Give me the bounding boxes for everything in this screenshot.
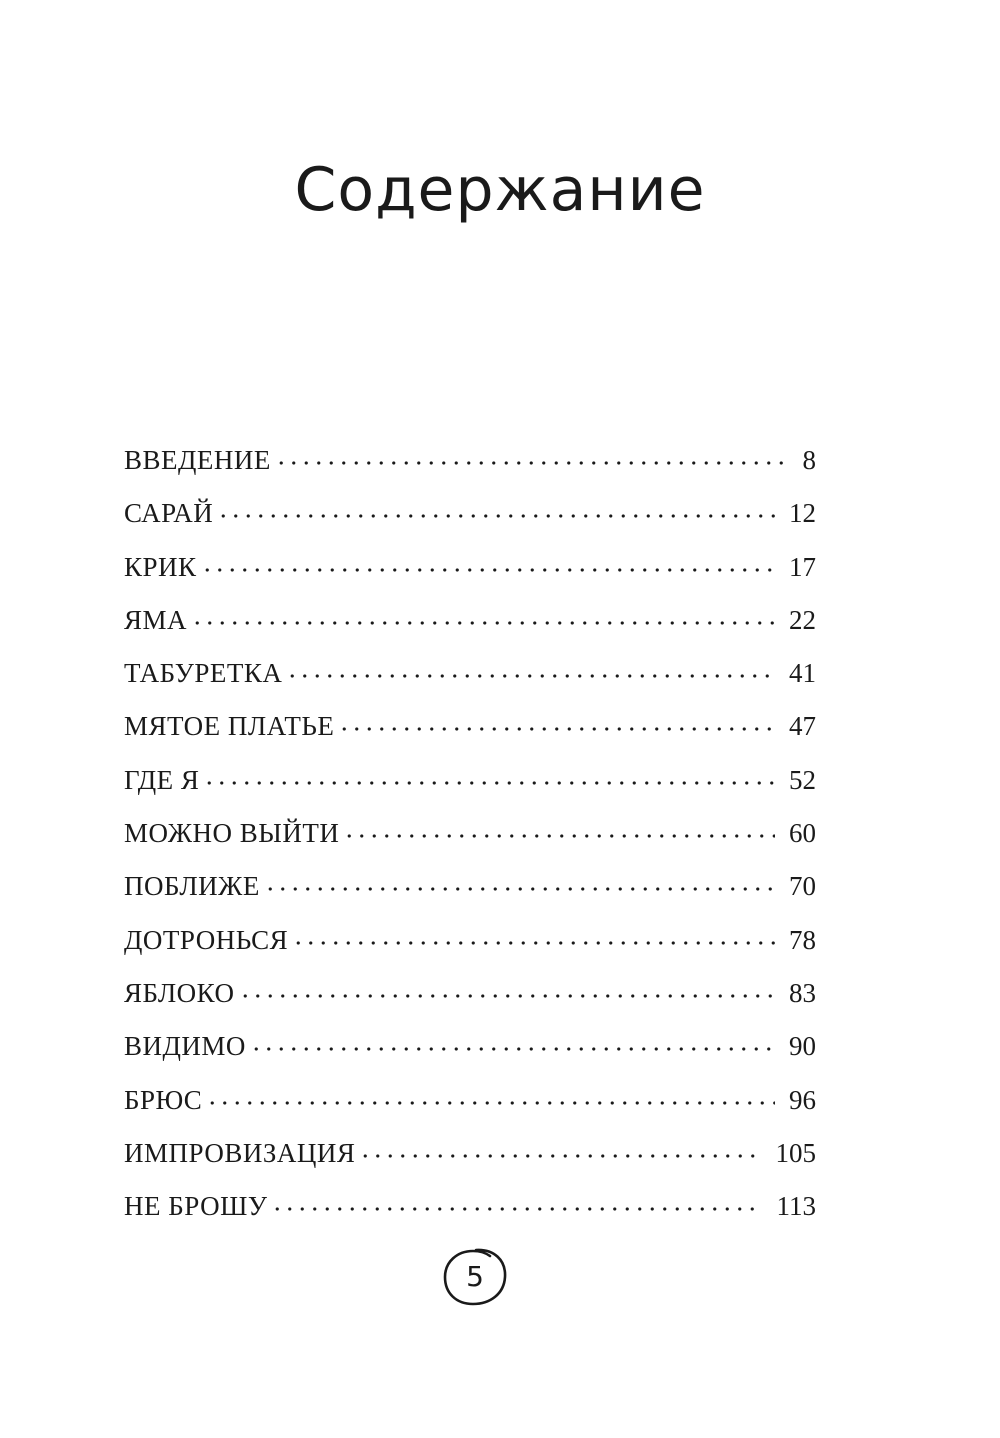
toc-entry-title: ПОБЛИЖЕ xyxy=(124,871,260,902)
toc-entry-title: КРИК xyxy=(124,551,197,582)
toc-entry[interactable] xyxy=(124,700,816,753)
toc-dot-leader xyxy=(338,727,775,731)
toc-entry-title: БРЮС xyxy=(124,1084,203,1115)
toc-dot-leader xyxy=(217,514,775,518)
toc-entry[interactable] xyxy=(124,967,816,1020)
toc-entry-page: 8 xyxy=(802,445,816,475)
toc-dot-leader xyxy=(359,1154,761,1158)
toc-entry[interactable] xyxy=(124,434,816,487)
toc-dot-leader xyxy=(201,568,775,572)
toc-entry[interactable] xyxy=(124,1127,816,1180)
toc-entry[interactable] xyxy=(124,860,816,913)
toc-entry-page: 70 xyxy=(789,871,816,902)
toc-dot-leader xyxy=(286,674,775,678)
toc-dot-leader xyxy=(271,1207,762,1211)
table-of-contents xyxy=(124,434,816,1233)
toc-entry-title: НЕ БРОШУ xyxy=(124,1191,268,1222)
toc-dot-leader xyxy=(203,781,775,785)
toc-entry-page: 90 xyxy=(789,1031,816,1062)
toc-entry-page: 41 xyxy=(789,658,816,689)
toc-entry-page: 47 xyxy=(789,711,816,742)
toc-dot-leader xyxy=(264,887,775,891)
toc-entry-page: 12 xyxy=(789,498,816,529)
toc-entry-page: 22 xyxy=(789,604,816,635)
toc-entry-page: 78 xyxy=(789,924,816,955)
toc-entry-page: 60 xyxy=(789,818,816,849)
toc-dot-leader xyxy=(191,621,775,625)
toc-entry[interactable] xyxy=(124,754,816,807)
page-number-badge xyxy=(440,1246,510,1308)
toc-entry[interactable] xyxy=(124,1180,816,1233)
toc-dot-leader xyxy=(239,994,776,998)
page-title: Содержание xyxy=(294,155,706,225)
toc-entry-page: 83 xyxy=(789,977,816,1008)
page-number: 5 xyxy=(466,1260,484,1293)
toc-entry-page: 113 xyxy=(776,1191,816,1222)
toc-entry[interactable] xyxy=(124,807,816,860)
toc-entry-title: ДОТРОНЬСЯ xyxy=(124,924,289,955)
toc-entry-page: 17 xyxy=(789,551,816,582)
toc-dot-leader xyxy=(250,1047,775,1051)
toc-entry-title: ГДЕ Я xyxy=(124,764,200,795)
toc-dot-leader xyxy=(206,1101,775,1105)
toc-entry-title: ТАБУРЕТКА xyxy=(124,658,283,689)
toc-dot-leader xyxy=(275,461,789,465)
toc-entry[interactable] xyxy=(124,541,816,594)
toc-dot-leader xyxy=(343,834,775,838)
toc-entry-page: 105 xyxy=(775,1137,816,1168)
toc-entry-title: МОЖНО ВЫЙТИ xyxy=(124,818,340,849)
toc-entry-title: ВВЕДЕНИЕ xyxy=(124,445,271,475)
toc-entry[interactable] xyxy=(124,594,816,647)
toc-entry-title: МЯТОЕ ПЛАТЬЕ xyxy=(124,711,335,742)
toc-entry[interactable] xyxy=(124,487,816,540)
toc-entry[interactable] xyxy=(124,1074,816,1127)
toc-entry-title: ИМПРОВИЗАЦИЯ xyxy=(124,1137,356,1168)
toc-entry-page: 52 xyxy=(789,764,816,795)
toc-entry-page: 96 xyxy=(789,1084,816,1115)
toc-entry-title: ЯБЛОКО xyxy=(124,977,235,1008)
toc-entry-title: САРАЙ xyxy=(124,498,214,529)
toc-entry[interactable] xyxy=(124,647,816,700)
toc-entry[interactable] xyxy=(124,1020,816,1073)
toc-dot-leader xyxy=(292,941,775,945)
toc-entry-title: ЯМА xyxy=(124,604,188,635)
toc-entry[interactable] xyxy=(124,914,816,967)
toc-entry-title: ВИДИМО xyxy=(124,1031,246,1062)
